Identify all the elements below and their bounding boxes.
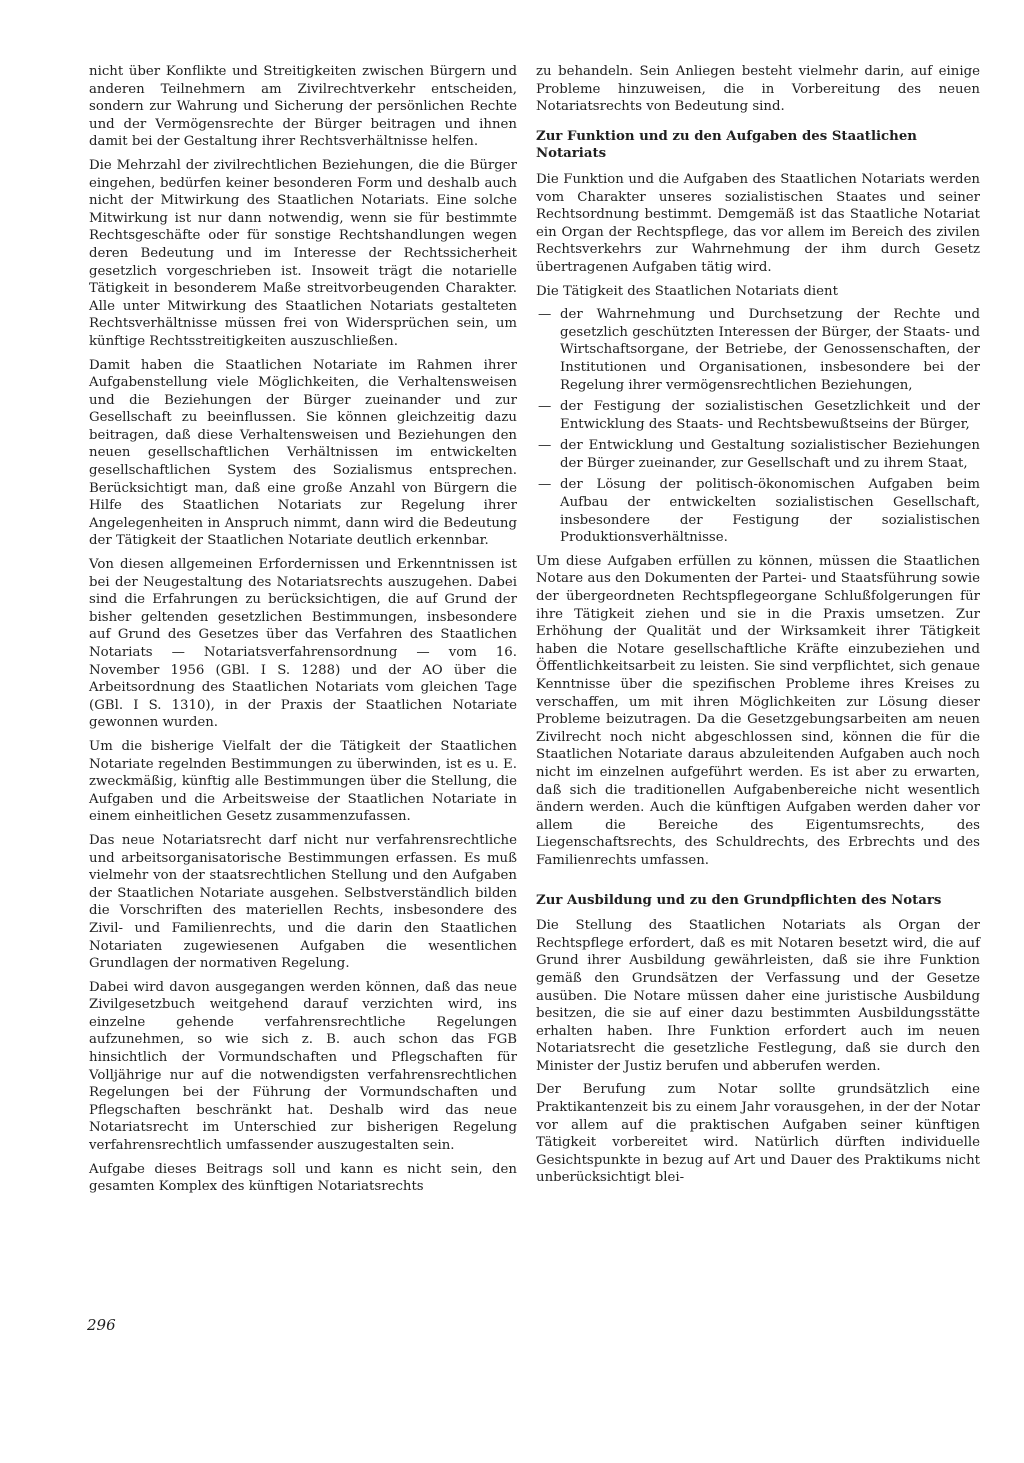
paragraph: nicht über Konflikte und Streitigkeiten zwischen Bürgern und anderen Teilnehmern am Zivilrechtverkehr entscheiden, sondern zur Wahrung und Sicherung der persönlichen Rechte und der Vermögensrechte der Bürger beitragen und ihnen damit bei der Gestaltung ihrer Rechtsverhältnisse helfen.: [89, 64, 517, 150]
paragraph: Die Stellung des Staatlichen Notariats als Organ der Rechtspflege erfordert, daß es mit Notaren besetzt wird, die auf Grund ihrer Ausbildung gewährleisten, daß sie ihre Funktion gemäß den Grundsätzen der Verfassung und der Gesetze ausüben. Die Notare müssen daher eine juristische Ausbildung besitzen, die sie auf einer dazu bestimmten Ausbildungsstätte erhalten haben. Ihre Funktion erfordert auch im neuen Notariatsrecht die gesetzliche Festlegung, daß sie durch den Minister der Justiz berufen und abberufen werden.: [536, 918, 980, 1074]
list-item: — der Festigung der sozialistischen Gesetzlichkeit und der Entwicklung des Staats- und Rechtsbewußtseins der Bürger,: [538, 399, 980, 432]
dash-marker: —: [538, 399, 552, 415]
paragraph: Die Mehrzahl der zivilrechtlichen Beziehungen, die die Bürger eingehen, bedürfen keiner besonderen Form und deshalb auch nicht der Mitwirkung des Staatlichen Notariats. Eine solche Mitwirkung ist nur dann notwendig, wenn sie für bestimmte Rechtsgeschäfte oder für sonstige Rechtshandlungen wegen deren Bedeutung und im Interesse der Rechtssicherheit gesetzlich vorgeschrieben ist. Insoweit trägt die notarielle Tätigkeit in besonderem Maße streitvorbeugenden Charakter. Alle unter Mitwirkung des Staatlichen Notariats gestalteten Rechtsverhältnisse müssen frei von Widersprüchen sein, um künftige Rechtsstreitigkeiten auszuschließen.: [89, 157, 517, 349]
paragraph: Dabei wird davon ausgegangen werden können, daß das neue Zivilgesetzbuch weitgehend darauf verzichten wird, ins einzelne gehende verfahrensrechtliche Regelungen aufzunehmen, so wie sich z. B. auch schon das FGB hinsichtlich der Vormundschaften und Pflegschaften für Volljährige nur auf die notwendigsten verfahrensrechtlichen Regelungen bei der Führung der Vormundschaften und Pflegschaften beschränkt hat. Deshalb wird das neue Notariatsrecht im Unterschied zur bisherigen Regelung verfahrensrechtlich umfassender auszugestalten sein.: [89, 979, 517, 1154]
list-item: — der Lösung der politisch-ökonomischen Aufgaben beim Aufbau der entwickelten sozialistischen Gesellschaft, insbesondere der Festigung der sozialistischen Produktionsverhältnisse.: [538, 477, 980, 546]
paragraph: Der Berufung zum Notar sollte grundsätzlich eine Praktikantenzeit bis zu einem Jahr vorausgehen, in der der Notar vor allem auf die praktischen Aufgaben seiner künftigen Tätigkeit vorbereitet wird. Natürlich dürften individuelle Gesichtspunkte in bezug auf Art und Dauer des Praktikums nicht unberücksichtigt blei-: [536, 1082, 980, 1186]
paragraph: Aufgabe dieses Beitrags soll und kann es nicht sein, den gesamten Komplex des künftigen Notariatsrechts: [89, 1161, 517, 1195]
paragraph: Um die bisherige Vielfalt der die Tätigkeit der Staatlichen Notariate regelnden Bestimmungen zu überwinden, ist es u. E. zweckmäßig, künftig alle Bestimmungen über die Stellung, die Aufgaben und die Arbeitsweise der Staatlichen Notariate in einem einheitlichen Gesetz zusammenzufassen.: [89, 738, 517, 825]
section-heading: Zur Ausbildung und zu den Grundpflichten des Notars: [536, 892, 942, 908]
paragraph: Das neue Notariatsrecht darf nicht nur verfahrensrechtliche und arbeitsorganisatorische Bestimmungen erfassen. Es muß vielmehr von der staatsrechtlichen Stellung und den Aufgaben der Staatlichen Notariate ausgehen. Selbstverständlich bilden die Vorschriften des materiellen Rechts, insbesondere des Zivil- und Familienrechts, und die darin den Staatlichen Notariaten zugewiesenen Aufgaben die wesentlichen Grundlagen der normativen Regelung.: [89, 832, 517, 972]
section-heading: Zur Funktion und zu den Aufgaben des Staatlichen Notariats: [536, 128, 917, 162]
left-column: [89, 63, 517, 1202]
paragraph: Damit haben die Staatlichen Notariate im Rahmen ihrer Aufgabenstellung viele Möglichkeiten, die Verhaltensweisen und die Beziehungen der Bürger zueinander und zur Gesellschaft zu beeinflussen. Sie können gleichzeitig dazu beitragen, daß diese Verhaltensweisen und Beziehungen den neuen gesellschaftlichen Verhältnissen im entwickelten gesellschaftlichen System des Sozialismus entsprechen. Berücksichtigt man, daß eine große Anzahl von Bürgern die Hilfe des Staatlichen Notariats zur Regelung ihrer Angelegenheiten in Anspruch nimmt, dann wird die Bedeutung der Tätigkeit der Staatlichen Notariate deutlich erkennbar.: [89, 357, 517, 549]
paragraph: Um diese Aufgaben erfüllen zu können, müssen die Staatlichen Notare aus den Dokumenten der Partei- und Staatsführung sowie der übergeordneten Rechtspflegeorgane Schlußfolgerungen für ihre Tätigkeit ziehen und sie in die Praxis umsetzen. Zur Erhöhung der Qualität und der Wirksamkeit ihrer Tätigkeit haben die Notare gesellschaftliche Kräfte einzubeziehen und Öffentlichkeitsarbeit zu leisten. Sie sind verpflichtet, sich genaue Kenntnisse über die spezifischen Probleme ihres Kreises zu verschaffen, um mit ihren Möglichkeiten zur Lösung dieser Probleme beizutragen. Da die Gesetzgebungsarbeiten am neuen Zivilrecht noch nicht abgeschlossen sind, können die für die Staatlichen Notariate daraus abzuleitenden Aufgaben auch noch nicht im einzelnen aufgeführt werden. Es ist aber zu erwarten, daß sich die traditionellen Aufgabenbereiche nicht wesentlich ändern werden. Auch die künftigen Aufgaben werden daher vor allem die Bereiche des Eigentumsrechts, des Liegenschaftsrechts, des Schuldrechts, des Erbrechts und des Familienrechts umfassen.: [536, 553, 980, 868]
paragraph: zu behandeln. Sein Anliegen besteht vielmehr darin, auf einige Probleme hinzuweisen, die in Vorbereitung des neuen Notariatsrechts von Bedeutung sind.: [536, 64, 980, 115]
paragraph: Die Tätigkeit des Staatlichen Notariats dient: [536, 283, 838, 299]
list-item: — der Entwicklung und Gestaltung sozialistischer Beziehungen der Bürger zueinander, zur Gesellschaft und zu ihrem Staat,: [538, 438, 980, 471]
dash-marker: —: [538, 438, 552, 454]
dash-marker: —: [538, 307, 552, 323]
list-item: — der Wahrnehmung und Durchsetzung der Rechte und gesetzlich geschützten Interessen der Bürger, der Staats- und Wirtschaftsorgane, der Betriebe, der Genossenschaften, der Institutionen und Organisationen, insbesondere bei der Regelung ihrer vermögensrechtlichen Beziehungen,: [538, 307, 980, 393]
right-column: [536, 63, 980, 1193]
dash-marker: —: [538, 477, 552, 493]
dash-list: [536, 306, 980, 547]
page-number: 296: [87, 1316, 116, 1334]
paragraph: Von diesen allgemeinen Erfordernissen und Erkenntnissen ist bei der Neugestaltung des Notariatsrechts auszugehen. Dabei sind die Erfahrungen zu berücksichtigen, die auf Grund der bisher geltenden gesetzlichen Bestimmungen, insbesondere auf Grund des Gesetzes über das Verfahren des Staatlichen Notariats — Notariatsverfahrensordnung — vom 16. November 1956 (GBl. I S. 1288) und der AO über die Arbeitsordnung des Staatlichen Notariats vom gleichen Tage (GBl. I S. 1310), in der Praxis der Staatlichen Notariate gewonnen wurden.: [89, 557, 517, 731]
paragraph: Die Funktion und die Aufgaben des Staatlichen Notariats werden vom Charakter unseres sozialistischen Staates und seiner Rechtsordnung bestimmt. Demgemäß ist das Staatliche Notariat ein Organ der Rechtspflege, das vor allem im Bereich des zivilen Rechtsverkehrs zur Wahrnehmung der ihm durch Gesetz übertragenen Aufgaben tätig wird.: [536, 171, 980, 275]
